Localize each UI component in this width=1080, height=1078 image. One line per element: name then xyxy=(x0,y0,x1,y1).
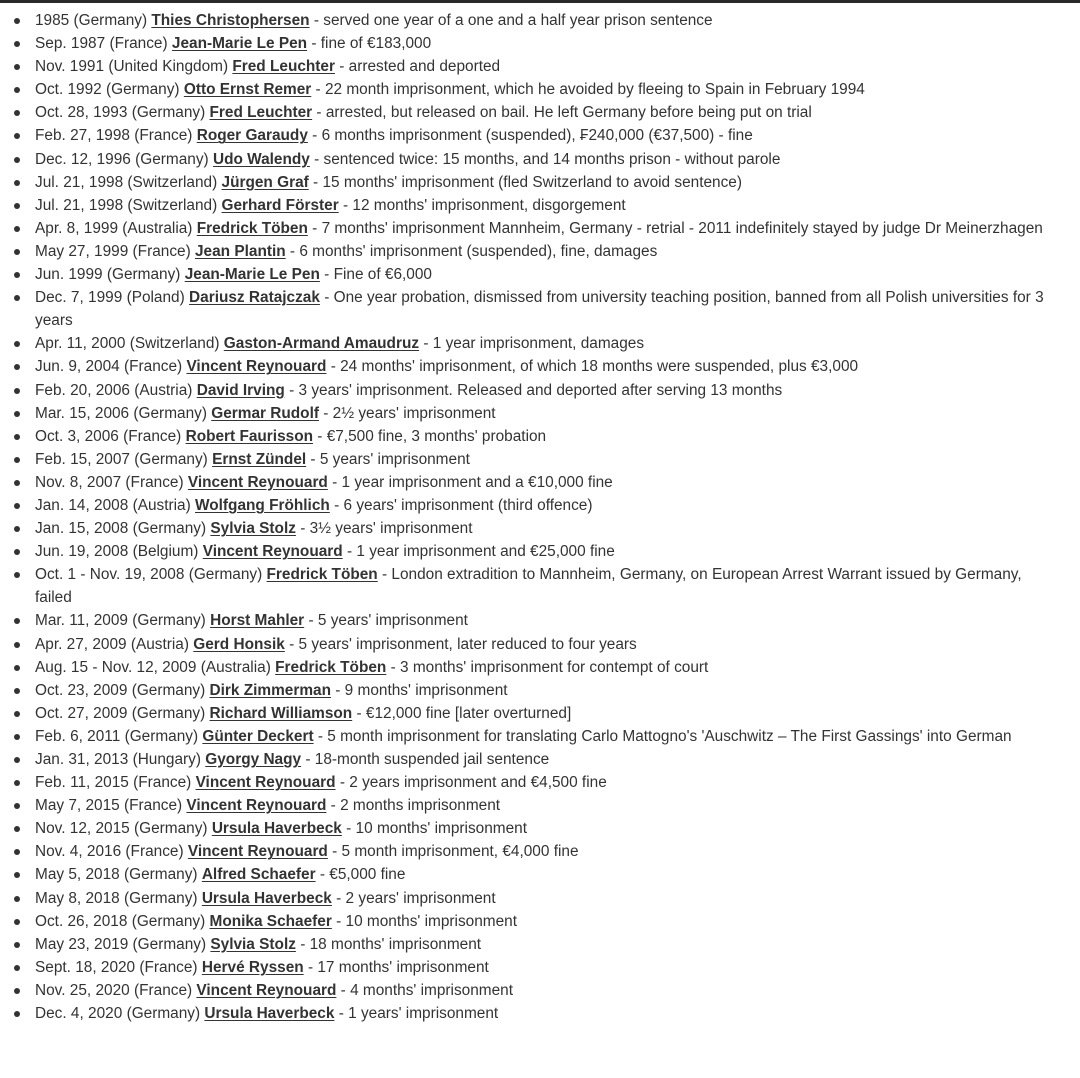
entry-country: (Switzerland) xyxy=(129,335,220,353)
entry-country: (Germany) xyxy=(132,935,207,953)
entry-country: (Austria) xyxy=(130,635,189,653)
list-item: Feb. 11, 2015 (France) Vincent Reynouard - 2 years imprisonment and €4,500 fine xyxy=(0,771,1080,794)
person-link[interactable]: Monika Schaefer xyxy=(209,912,332,930)
entry-country: (Germany) xyxy=(131,704,206,722)
bullet-icon xyxy=(14,18,20,24)
entry-country: (France) xyxy=(125,473,184,491)
list-item: Jun. 9, 2004 (France) Vincent Reynouard - 24 months' imprisonment, of which 18 months were suspended, plus €3,000 xyxy=(0,355,1080,378)
entry-country: (France) xyxy=(125,843,184,861)
list-item: Dec. 7, 1999 (Poland) Dariusz Ratajczak - One year probation, dismissed from university teaching position, banned from all Polish universities for 3 years xyxy=(0,286,1080,332)
bullet-icon xyxy=(14,133,20,139)
person-link[interactable]: Ernst Zündel xyxy=(212,450,307,468)
entry-country: (France) xyxy=(134,127,193,145)
entry-country: (Austria) xyxy=(132,496,191,514)
list-item: Jan. 15, 2008 (Germany) Sylvia Stolz - 3½ years' imprisonment xyxy=(0,517,1080,540)
list-item: Nov. 4, 2016 (France) Vincent Reynouard - 5 month imprisonment, €4,000 fine xyxy=(0,840,1080,863)
bullet-icon xyxy=(14,688,20,694)
person-link[interactable]: Gerd Honsik xyxy=(193,635,285,653)
entry-detail: 1 years' imprisonment xyxy=(348,1005,499,1023)
bullet-icon xyxy=(14,110,20,116)
entry-country: (Germany) xyxy=(131,912,206,930)
entry-country: (Germany) xyxy=(188,566,263,584)
person-link[interactable]: Gerhard Förster xyxy=(221,196,339,214)
entry-detail: 3½ years' imprisonment xyxy=(309,520,473,538)
bullet-icon xyxy=(14,803,20,809)
person-link[interactable]: Vincent Reynouard xyxy=(196,981,337,999)
person-link[interactable]: Ursula Haverbeck xyxy=(201,889,332,907)
list-item: Oct. 27, 2009 (Germany) Richard Williamson - €12,000 fine [later overturned] xyxy=(0,702,1080,725)
entry-date: Feb. 11, 2015 xyxy=(35,774,129,792)
entry-country: (Germany) xyxy=(73,12,148,29)
list-item: Apr. 8, 1999 (Australia) Fredrick Töben - 7 months' imprisonment Mannheim, Germany - retrial - 2011 indefinitely stayed by judge Dr Meinerzhagen xyxy=(0,217,1080,240)
entry-detail: 17 months' imprisonment xyxy=(317,958,489,976)
person-link[interactable]: Jean Plantin xyxy=(194,242,286,260)
entry-detail: 6 months' imprisonment (suspended), fine, damages xyxy=(299,242,658,260)
list-item: Feb. 15, 2007 (Germany) Ernst Zündel - 5 years' imprisonment xyxy=(0,448,1080,471)
entry-country: (Germany) xyxy=(134,450,208,468)
list-item: Mar. 11, 2009 (Germany) Horst Mahler - 5 years' imprisonment xyxy=(0,609,1080,632)
entry-country: (France) xyxy=(132,242,191,260)
list-item: Jan. 14, 2008 (Austria) Wolfgang Fröhlich - 6 years' imprisonment (third offence) xyxy=(0,494,1080,517)
entry-detail: 6 months imprisonment (suspended), ₣240,000 (€37,500) - fine xyxy=(321,127,753,145)
bullet-icon xyxy=(14,1011,20,1017)
entry-detail: 9 months' imprisonment xyxy=(344,681,508,699)
list-item: Apr. 11, 2000 (Switzerland) Gaston-Armand Amaudruz - 1 year imprisonment, damages xyxy=(0,332,1080,355)
entry-date: Feb. 6, 2011 xyxy=(35,727,121,745)
entry-date: May 8, 2018 xyxy=(35,889,120,907)
entry-date: Feb. 27, 1998 xyxy=(35,127,130,145)
entry-country: (Germany) xyxy=(132,520,207,538)
person-link[interactable]: Jean-Marie Le Pen xyxy=(171,35,308,53)
entry-detail: €7,500 fine, 3 months' probation xyxy=(326,427,547,445)
list-item: Nov. 25, 2020 (France) Vincent Reynouard - 4 months' imprisonment xyxy=(0,979,1080,1002)
list-item: Aug. 15 - Nov. 12, 2009 (Australia) Fredrick Töben - 3 months' imprisonment for contempt of court xyxy=(0,656,1080,679)
entry-date: Mar. 11, 2009 xyxy=(35,612,128,630)
list-item: Jan. 31, 2013 (Hungary) Gyorgy Nagy - 18-month suspended jail sentence xyxy=(0,748,1080,771)
bullet-icon xyxy=(14,757,20,763)
entry-detail: London extradition to Mannheim, Germany, on European Arrest Warrant issued by Germany, failed xyxy=(35,566,1022,607)
person-link[interactable]: Dariusz Ratajczak xyxy=(189,289,320,307)
entry-detail: 5 years' imprisonment, later reduced to four years xyxy=(298,635,637,653)
entry-date: Jan. 15, 2008 xyxy=(35,520,129,538)
entry-detail: €5,000 fine xyxy=(329,866,406,884)
person-link[interactable]: Jürgen Graf xyxy=(221,173,309,191)
bullet-icon xyxy=(14,457,20,463)
entry-date: Feb. 20, 2006 xyxy=(35,381,130,399)
person-link[interactable]: Günter Deckert xyxy=(202,727,314,745)
bullet-icon xyxy=(14,642,20,648)
entry-country: (Hungary) xyxy=(132,751,201,768)
person-link[interactable]: Alfred Schaefer xyxy=(201,866,316,884)
list-item: Feb. 6, 2011 (Germany) Günter Deckert - 5 month imprisonment for translating Carlo Mattogno's 'Auschwitz – The First Gassings' into German xyxy=(0,725,1080,748)
entry-date: Nov. 25, 2020 xyxy=(35,981,130,999)
bullet-icon xyxy=(14,272,20,278)
entry-country: (Germany) xyxy=(124,727,199,745)
person-link[interactable]: Sylvia Stolz xyxy=(210,520,296,538)
person-link[interactable]: Fredrick Töben xyxy=(266,566,378,584)
person-link[interactable]: Vincent Reynouard xyxy=(187,843,328,861)
person-link[interactable]: Richard Williamson xyxy=(209,704,353,722)
list-item: Oct. 3, 2006 (France) Robert Faurisson - €7,500 fine, 3 months' probation xyxy=(0,425,1080,448)
bullet-icon xyxy=(14,526,20,532)
person-link[interactable]: Dirk Zimmerman xyxy=(209,681,331,699)
entry-detail: 2 years imprisonment and €4,500 fine xyxy=(349,774,607,792)
list-item: Jul. 21, 1998 (Switzerland) Gerhard Förster - 12 months' imprisonment, disgorgement xyxy=(0,194,1080,217)
entry-detail: 24 months' imprisonment, of which 18 months were suspended, plus €3,000 xyxy=(340,358,859,376)
bullet-icon xyxy=(14,434,20,440)
entry-date: Sept. 18, 2020 xyxy=(35,958,136,976)
entry-detail: 15 months' imprisonment (fled Switzerland to avoid sentence) xyxy=(322,173,742,191)
entry-detail: 18-month suspended jail sentence xyxy=(314,751,550,768)
entry-detail: 2 months imprisonment xyxy=(340,797,501,815)
entry-date: Oct. 1992 xyxy=(35,81,102,99)
entry-date: Dec. 7, 1999 xyxy=(35,289,123,307)
bullet-icon xyxy=(14,872,20,878)
person-link[interactable]: Fredrick Töben xyxy=(196,219,308,237)
entry-detail: 5 month imprisonment, €4,000 fine xyxy=(341,843,579,861)
person-link[interactable]: Vincent Reynouard xyxy=(202,543,343,561)
entry-date: Jan. 31, 2013 xyxy=(35,751,129,768)
entry-date: Apr. 27, 2009 xyxy=(35,635,127,653)
person-link[interactable]: Thies Christophersen xyxy=(151,12,310,29)
entry-date: Jun. 19, 2008 xyxy=(35,543,129,561)
entry-country: (Germany) xyxy=(123,866,198,884)
entry-detail: fine of €183,000 xyxy=(320,35,432,53)
person-link[interactable]: Horst Mahler xyxy=(210,612,305,630)
entry-country: (Australia) xyxy=(200,658,271,676)
person-link[interactable]: Fred Leuchter xyxy=(209,104,313,122)
entry-detail: €12,000 fine [later overturned] xyxy=(365,704,572,722)
bullet-icon xyxy=(14,572,20,578)
entry-country: (Poland) xyxy=(126,289,185,307)
entry-date: Aug. 15 - Nov. 12, 2009 xyxy=(35,658,197,676)
entry-country: (Germany) xyxy=(135,150,209,168)
entry-date: Apr. 11, 2000 xyxy=(35,335,126,353)
bullet-icon xyxy=(14,549,20,555)
entry-detail: 5 month imprisonment for translating Carlo Mattogno's 'Auschwitz – The First Gassings' into German xyxy=(327,727,1012,745)
bullet-icon xyxy=(14,618,20,624)
list-item: May 27, 1999 (France) Jean Plantin - 6 months' imprisonment (suspended), fine, damages xyxy=(0,240,1080,263)
person-link[interactable]: Gyorgy Nagy xyxy=(205,751,302,768)
entry-detail: Fine of €6,000 xyxy=(333,266,432,284)
entry-country: (Germany) xyxy=(126,1005,201,1023)
entry-country: (United Kingdom) xyxy=(108,58,229,76)
entry-date: Feb. 15, 2007 xyxy=(35,450,130,468)
person-link[interactable]: Vincent Reynouard xyxy=(186,797,327,815)
entry-detail: 7 months' imprisonment Mannheim, Germany - retrial - 2011 indefinitely stayed by judge Dr Meinerzhagen xyxy=(321,219,1043,237)
entry-detail: 18 months' imprisonment xyxy=(309,935,482,953)
list-item: Nov. 8, 2007 (France) Vincent Reynouard - 1 year imprisonment and a €10,000 fine xyxy=(0,471,1080,494)
list-item: Dec. 12, 1996 (Germany) Udo Walendy - sentenced twice: 15 months, and 14 months prison - without parole xyxy=(0,148,1080,171)
entry-date: Oct. 28, 1993 xyxy=(35,104,128,122)
entry-detail: 1 year imprisonment and €25,000 fine xyxy=(356,543,615,561)
person-link[interactable]: Ursula Haverbeck xyxy=(211,820,342,838)
bullet-icon xyxy=(14,87,20,93)
entry-country: (Belgium) xyxy=(132,543,199,561)
list-item: Nov. 12, 2015 (Germany) Ursula Haverbeck - 10 months' imprisonment xyxy=(0,817,1080,840)
list-item: Sept. 18, 2020 (France) Hervé Ryssen - 17 months' imprisonment xyxy=(0,956,1080,979)
bullet-icon xyxy=(14,988,20,994)
person-link[interactable]: Vincent Reynouard xyxy=(186,358,327,376)
entry-date: May 5, 2018 xyxy=(35,866,120,884)
bullet-icon xyxy=(14,364,20,370)
person-link[interactable]: Udo Walendy xyxy=(212,150,310,168)
entry-date: 1985 xyxy=(35,12,70,29)
list-item: Jun. 19, 2008 (Belgium) Vincent Reynouard - 1 year imprisonment and €25,000 fine xyxy=(0,540,1080,563)
list-item: Oct. 23, 2009 (Germany) Dirk Zimmerman - 9 months' imprisonment xyxy=(0,679,1080,702)
entry-date: May 23, 2019 xyxy=(35,935,129,953)
entry-date: Jul. 21, 1998 xyxy=(35,173,124,191)
entry-detail: served one year of a one and a half year prison sentence xyxy=(323,12,713,29)
list-item: Nov. 1991 (United Kingdom) Fred Leuchter - arrested and deported xyxy=(0,55,1080,78)
list-item: May 23, 2019 (Germany) Sylvia Stolz - 18 months' imprisonment xyxy=(0,933,1080,956)
bullet-icon xyxy=(14,411,20,417)
person-link[interactable]: Roger Garaudy xyxy=(196,127,308,145)
entry-date: Nov. 1991 xyxy=(35,58,105,76)
entry-date: May 7, 2015 xyxy=(35,797,120,815)
entry-country: (Switzerland) xyxy=(127,196,218,214)
bullet-icon xyxy=(14,826,20,832)
entry-country: (France) xyxy=(133,981,193,999)
entry-date: Dec. 4, 2020 xyxy=(35,1005,123,1023)
person-link[interactable]: Otto Ernst Remer xyxy=(183,81,312,99)
bullet-icon xyxy=(14,226,20,232)
bullet-icon xyxy=(14,388,20,394)
entry-date: Jan. 14, 2008 xyxy=(35,496,129,514)
person-link[interactable]: Robert Faurisson xyxy=(185,427,313,445)
list-item: Sep. 1987 (France) Jean-Marie Le Pen - fine of €183,000 xyxy=(0,32,1080,55)
list-item: Jun. 1999 (Germany) Jean-Marie Le Pen - Fine of €6,000 xyxy=(0,263,1080,286)
sentence-list xyxy=(0,9,1080,1025)
entry-detail: 10 months' imprisonment xyxy=(355,820,528,838)
entry-date: Oct. 3, 2006 xyxy=(35,427,119,445)
bullet-icon xyxy=(14,341,20,347)
person-link[interactable]: Fred Leuchter xyxy=(232,58,335,76)
bullet-icon xyxy=(14,157,20,163)
entry-date: Nov. 4, 2016 xyxy=(35,843,122,861)
entry-country: (Switzerland) xyxy=(127,173,218,191)
entry-date: Apr. 8, 1999 xyxy=(35,219,119,237)
bullet-icon xyxy=(14,203,20,209)
list-item: May 8, 2018 (Germany) Ursula Haverbeck - 2 years' imprisonment xyxy=(0,887,1080,910)
bullet-icon xyxy=(14,734,20,740)
entry-country: (Germany) xyxy=(106,81,180,99)
person-link[interactable]: Fredrick Töben xyxy=(275,658,387,676)
entry-country: (France) xyxy=(123,797,183,815)
entry-date: Oct. 1 - Nov. 19, 2008 xyxy=(35,566,185,584)
entry-date: Oct. 27, 2009 xyxy=(35,704,128,722)
bullet-icon xyxy=(14,503,20,509)
entry-detail: 5 years' imprisonment xyxy=(319,450,470,468)
entry-country: (France) xyxy=(139,958,198,976)
bullet-icon xyxy=(14,711,20,717)
entry-date: May 27, 1999 xyxy=(35,242,129,260)
list-item: Dec. 4, 2020 (Germany) Ursula Haverbeck - 1 years' imprisonment xyxy=(0,1002,1080,1025)
person-link[interactable]: Vincent Reynouard xyxy=(195,774,336,792)
bullet-icon xyxy=(14,249,20,255)
list-item: 1985 (Germany) Thies Christophersen - served one year of a one and a half year prison sentence xyxy=(0,9,1080,32)
bullet-icon xyxy=(14,919,20,925)
entry-date: Mar. 15, 2006 xyxy=(35,404,130,422)
entry-detail: arrested and deported xyxy=(348,58,501,76)
person-link[interactable]: David Irving xyxy=(196,381,285,399)
entry-date: Sep. 1987 xyxy=(35,35,106,53)
entry-country: (Germany) xyxy=(106,266,181,284)
person-link[interactable]: Gaston-Armand Amaudruz xyxy=(223,335,420,353)
entry-country: (Germany) xyxy=(132,612,206,630)
list-item: Oct. 28, 1993 (Germany) Fred Leuchter - arrested, but released on bail. He left Germany before being put on trial xyxy=(0,101,1080,124)
list-item: May 5, 2018 (Germany) Alfred Schaefer - €5,000 fine xyxy=(0,863,1080,886)
person-link[interactable]: Sylvia Stolz xyxy=(210,935,296,953)
entry-detail: 2½ years' imprisonment xyxy=(332,404,496,422)
entry-detail: 1 year imprisonment and a €10,000 fine xyxy=(341,473,613,491)
entry-detail: 6 years' imprisonment (third offence) xyxy=(343,496,593,514)
entry-detail: sentenced twice: 15 months, and 14 months prison - without parole xyxy=(323,150,781,168)
entry-detail: 1 year imprisonment, damages xyxy=(432,335,645,353)
person-link[interactable]: Hervé Ryssen xyxy=(201,958,304,976)
entry-country: (France) xyxy=(133,774,192,792)
bullet-icon xyxy=(14,896,20,902)
list-item: Oct. 1 - Nov. 19, 2008 (Germany) Fredrick Töben - London extradition to Mannheim, Germany, on European Arrest Warrant issued by Germany, failed xyxy=(0,563,1080,609)
entry-detail: 4 months' imprisonment xyxy=(350,981,513,999)
entry-country: (Germany) xyxy=(133,820,208,838)
entry-country: (France) xyxy=(124,358,183,376)
entry-country: (Austria) xyxy=(134,381,193,399)
entry-country: (Germany) xyxy=(123,889,198,907)
entry-date: Jul. 21, 1998 xyxy=(35,196,124,214)
entry-country: (Germany) xyxy=(131,104,206,122)
entry-detail: 3 months' imprisonment for contempt of court xyxy=(400,658,709,676)
list-item: Jul. 21, 1998 (Switzerland) Jürgen Graf - 15 months' imprisonment (fled Switzerland to avoid sentence) xyxy=(0,171,1080,194)
list-item: Feb. 20, 2006 (Austria) David Irving - 3 years' imprisonment. Released and deported after serving 13 months xyxy=(0,379,1080,402)
entry-detail: 22 month imprisonment, which he avoided by fleeing to Spain in February 1994 xyxy=(324,81,865,99)
list-item: Feb. 27, 1998 (France) Roger Garaudy - 6 months imprisonment (suspended), ₣240,000 (€37,500) - fine xyxy=(0,124,1080,147)
entry-date: Jun. 9, 2004 xyxy=(35,358,120,376)
list-item: Oct. 1992 (Germany) Otto Ernst Remer - 22 month imprisonment, which he avoided by fleeing to Spain in February 1994 xyxy=(0,78,1080,101)
entry-date: Oct. 23, 2009 xyxy=(35,681,128,699)
person-link[interactable]: Vincent Reynouard xyxy=(187,473,328,491)
entry-date: Jun. 1999 xyxy=(35,266,103,284)
entry-detail: 10 months' imprisonment xyxy=(345,912,517,930)
bullet-icon xyxy=(14,480,20,486)
person-link[interactable]: Jean-Marie Le Pen xyxy=(184,266,320,284)
top-divider xyxy=(0,0,1080,3)
list-item: Oct. 26, 2018 (Germany) Monika Schaefer - 10 months' imprisonment xyxy=(0,910,1080,933)
bullet-icon xyxy=(14,942,20,948)
bullet-icon xyxy=(14,295,20,301)
person-link[interactable]: Wolfgang Fröhlich xyxy=(195,496,330,514)
entry-country: (France) xyxy=(109,35,168,53)
entry-country: (France) xyxy=(123,427,182,445)
bullet-icon xyxy=(14,64,20,70)
entry-date: Nov. 12, 2015 xyxy=(35,820,130,838)
person-link[interactable]: Ursula Haverbeck xyxy=(204,1005,335,1023)
entry-detail: arrested, but released on bail. He left Germany before being put on trial xyxy=(325,104,812,122)
entry-date: Nov. 8, 2007 xyxy=(35,473,122,491)
entry-country: (Germany) xyxy=(131,681,206,699)
entry-detail: 5 years' imprisonment xyxy=(317,612,468,630)
entry-detail: 12 months' imprisonment, disgorgement xyxy=(352,196,626,214)
entry-country: (Germany) xyxy=(133,404,207,422)
bullet-icon xyxy=(14,780,20,786)
entry-country: (Australia) xyxy=(122,219,193,237)
list-item: May 7, 2015 (France) Vincent Reynouard - 2 months imprisonment xyxy=(0,794,1080,817)
bullet-icon xyxy=(14,180,20,186)
entry-detail: 2 years' imprisonment xyxy=(345,889,496,907)
bullet-icon xyxy=(14,665,20,671)
bullet-icon xyxy=(14,965,20,971)
bullet-icon xyxy=(14,849,20,855)
entry-detail: One year probation, dismissed from university teaching position, banned from all Polish universities for 3 years xyxy=(35,289,1044,330)
list-item: Mar. 15, 2006 (Germany) Germar Rudolf - 2½ years' imprisonment xyxy=(0,402,1080,425)
entry-date: Oct. 26, 2018 xyxy=(35,912,128,930)
entry-detail: 3 years' imprisonment. Released and deported after serving 13 months xyxy=(298,381,783,399)
entry-date: Dec. 12, 1996 xyxy=(35,150,131,168)
person-link[interactable]: Germar Rudolf xyxy=(211,404,319,422)
bullet-icon xyxy=(14,41,20,47)
list-item: Apr. 27, 2009 (Austria) Gerd Honsik - 5 years' imprisonment, later reduced to four years xyxy=(0,633,1080,656)
